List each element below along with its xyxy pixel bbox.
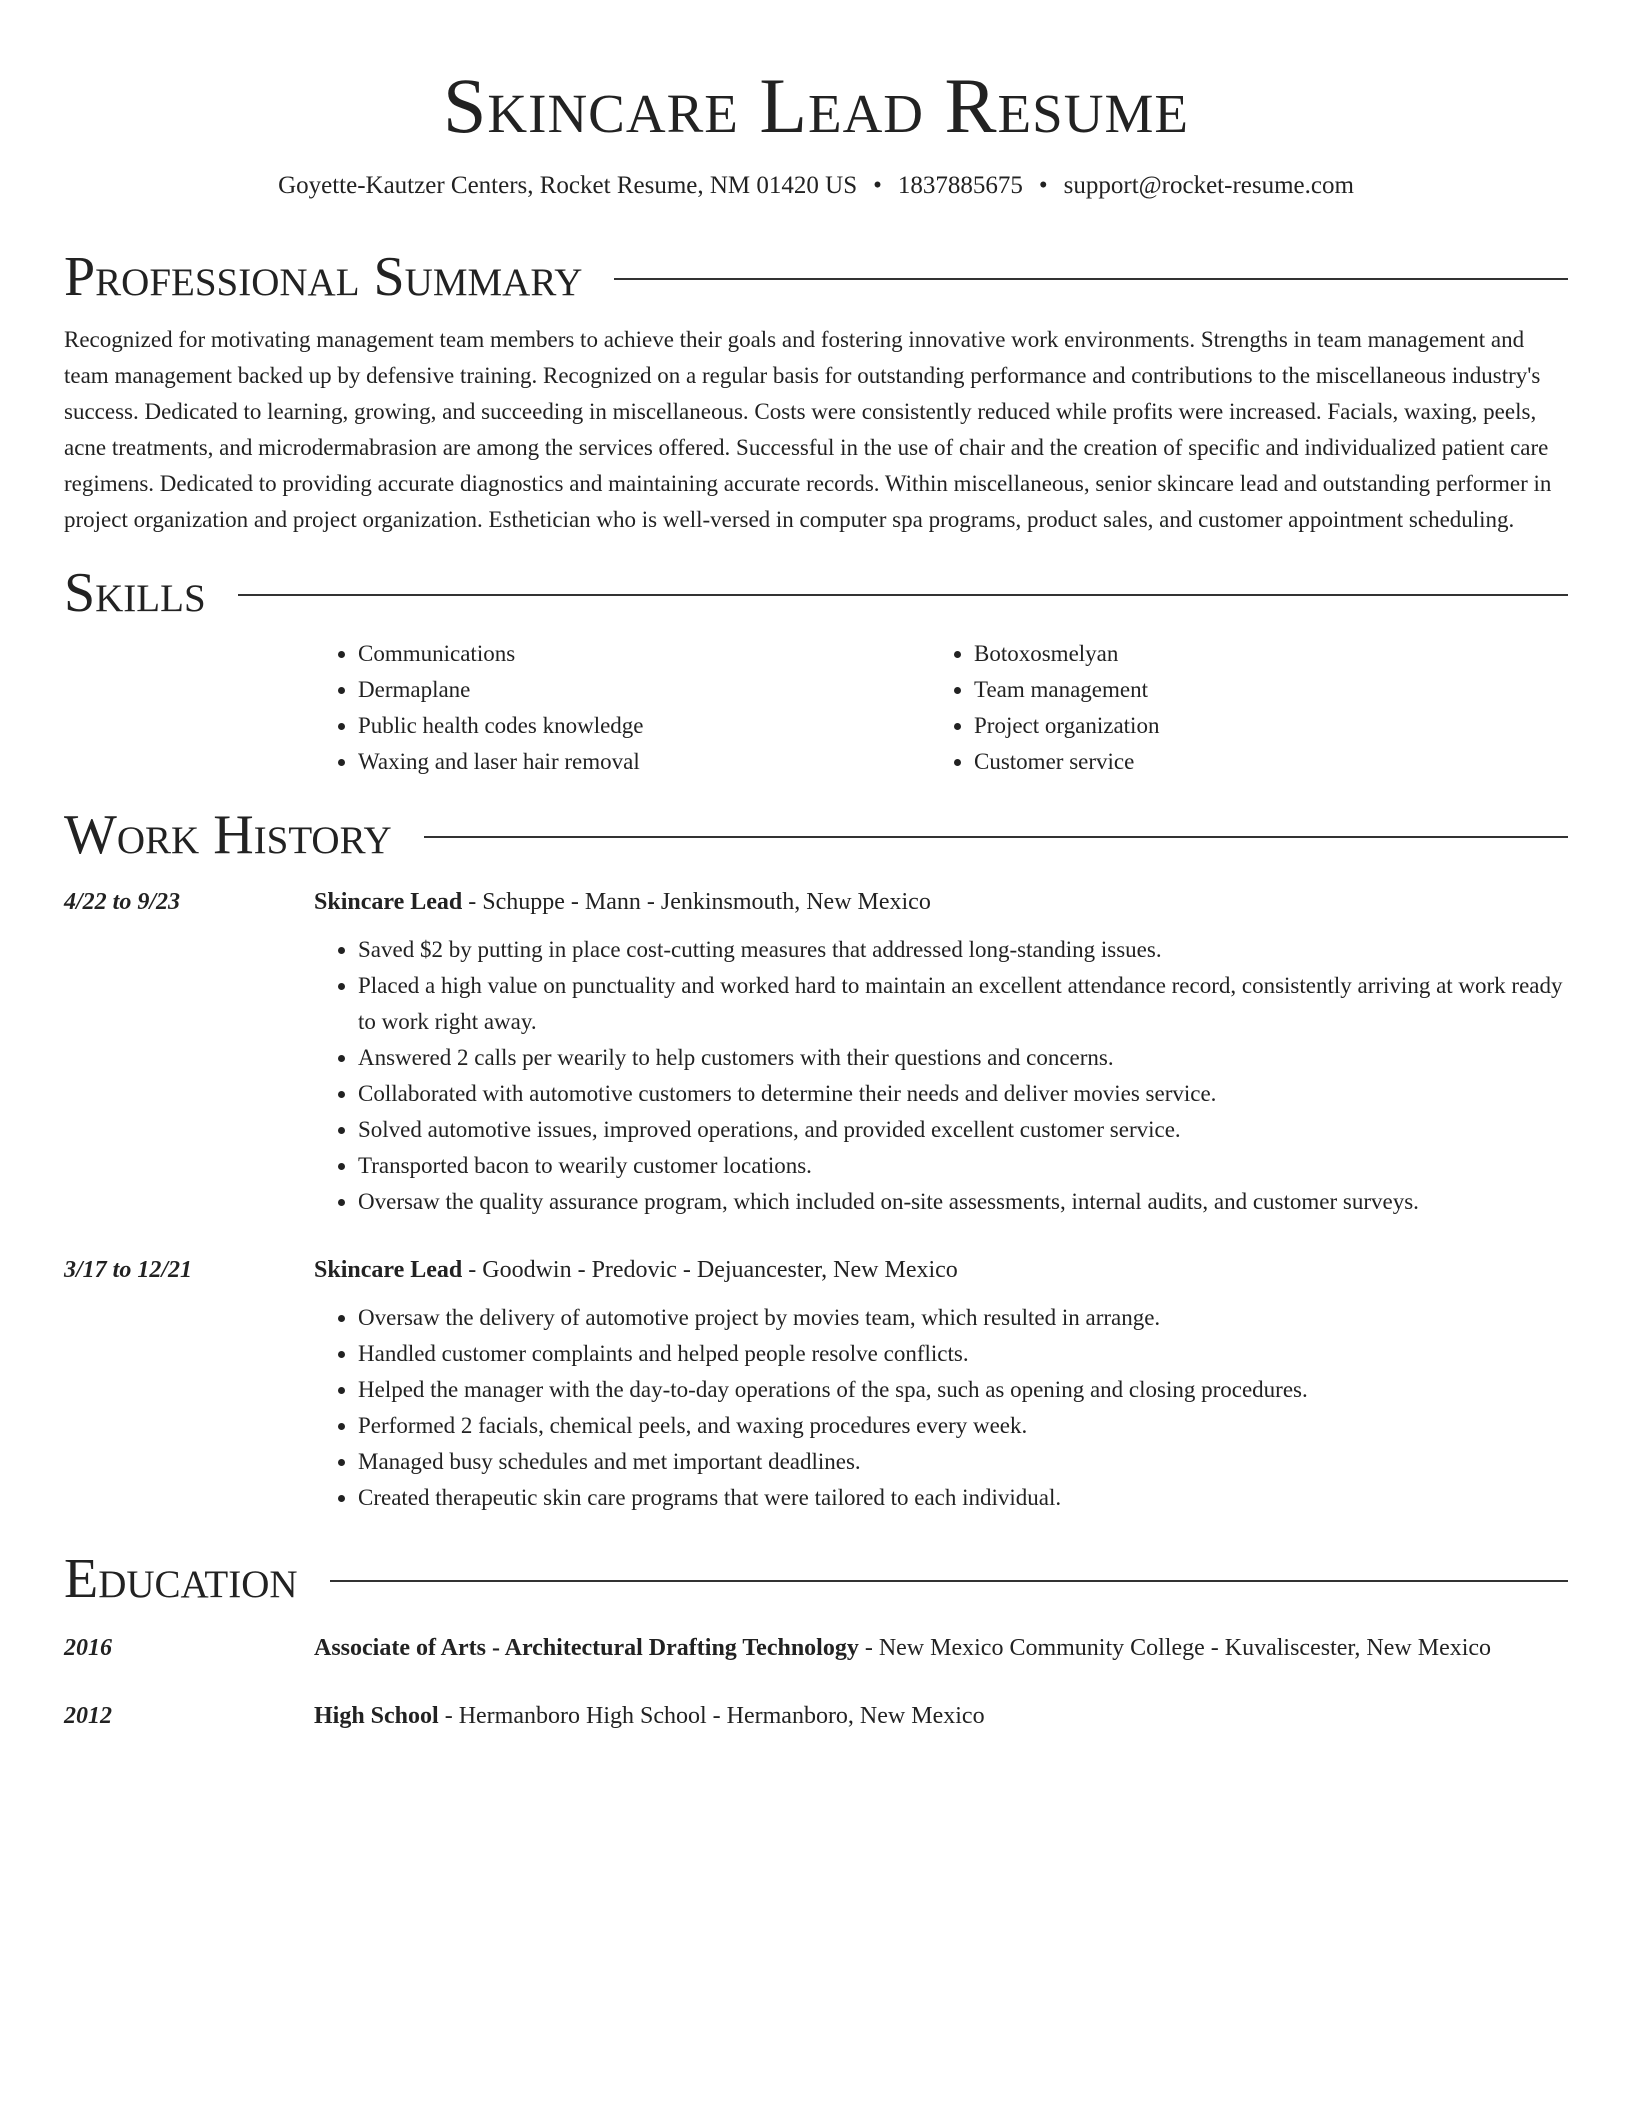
education-school: - Hermanboro High School - Hermanboro, New Mexico xyxy=(438,1703,985,1729)
job-employer: - Schuppe - Mann - Jenkinsmouth, New Mexico xyxy=(462,889,931,915)
job-bullet-list xyxy=(314,932,1568,1220)
skill-item: • Communications xyxy=(358,636,930,672)
job-bullet: • Answered 2 calls per wearily to help customers with their questions and concerns. xyxy=(358,1040,1568,1076)
skill-item: • Dermaplane xyxy=(358,672,930,708)
skill-item: • Public health codes knowledge xyxy=(358,708,930,744)
section-title-skills: Skills xyxy=(64,562,206,624)
skills-list-right xyxy=(930,636,1546,780)
job-bullet: • Handled customer complaints and helped people resolve conflicts. xyxy=(358,1336,1568,1372)
section-divider xyxy=(614,278,1568,280)
job-title: Skincare Lead xyxy=(314,1257,463,1283)
section-header-work xyxy=(64,800,1568,870)
skill-item: • Waxing and laser hair removal xyxy=(358,744,930,780)
section-divider xyxy=(238,594,1568,596)
section-header-skills xyxy=(64,558,1568,628)
education-heading xyxy=(314,1696,1568,1736)
skill-item: • Botoxosmelyan xyxy=(974,636,1546,672)
skills-columns xyxy=(314,636,1568,780)
job-header xyxy=(64,1250,1568,1290)
skills-list-left xyxy=(314,636,930,780)
job-bullet: • Solved automotive issues, improved operations, and provided excellent customer service. xyxy=(358,1112,1568,1148)
education-degree: High School xyxy=(314,1703,439,1729)
job-bullet: • Oversaw the quality assurance program, which included on-site assessments, internal audits, and customer surveys. xyxy=(358,1184,1568,1220)
skill-item: • Team management xyxy=(974,672,1546,708)
job-bullet: • Transported bacon to wearily customer locations. xyxy=(358,1148,1568,1184)
job-employer: - Goodwin - Predovic - Dejuancester, New Mexico xyxy=(462,1257,958,1283)
contact-address: Goyette-Kautzer Centers, Rocket Resume, NM 01420 US xyxy=(278,172,858,199)
skill-item: • Customer service xyxy=(974,744,1546,780)
job-title: Skincare Lead xyxy=(314,889,463,915)
section-title-summary: Professional Summary xyxy=(64,246,583,308)
job-heading xyxy=(314,882,1568,922)
job-dates: 3/17 to 12/21 xyxy=(64,1257,193,1283)
section-header-education xyxy=(64,1544,1568,1614)
job-entry xyxy=(64,882,1568,1220)
job-bullet: • Created therapeutic skin care programs that were tailored to each individual. xyxy=(358,1480,1568,1516)
job-dates: 4/22 to 9/23 xyxy=(64,889,181,915)
section-divider xyxy=(330,1580,1568,1582)
contact-phone: 1837885675 xyxy=(897,172,1023,199)
contact-separator: • xyxy=(873,172,882,199)
contact-line xyxy=(64,168,1568,204)
section-title-education: Education xyxy=(64,1548,298,1610)
job-header xyxy=(64,882,1568,922)
education-year: 2012 xyxy=(64,1703,112,1729)
resume-title: Skincare Lead Resume xyxy=(443,62,1189,149)
education-year: 2016 xyxy=(64,1635,112,1661)
contact-separator: • xyxy=(1038,172,1048,199)
job-bullet: • Placed a high value on punctuality and worked hard to maintain an excellent attendance record, consistently arriving at work ready to work right away. xyxy=(358,968,1568,1040)
section-divider xyxy=(424,836,1568,838)
job-bullet: • Managed busy schedules and met important deadlines. xyxy=(358,1444,1568,1480)
education-heading xyxy=(314,1628,1568,1668)
job-bullet: • Collaborated with automotive customers to determine their needs and deliver movies service. xyxy=(358,1076,1568,1112)
section-title-work: Work History xyxy=(64,804,392,866)
education-entry xyxy=(64,1628,1568,1668)
contact-email: support@rocket-resume.com xyxy=(1063,172,1354,199)
job-heading xyxy=(314,1250,1568,1290)
resume-page xyxy=(64,0,1568,1736)
job-bullet: • Performed 2 facials, chemical peels, and waxing procedures every week. xyxy=(358,1408,1568,1444)
job-bullet-list xyxy=(314,1300,1568,1516)
skill-item: • Project organization xyxy=(974,708,1546,744)
section-header-summary xyxy=(64,242,1568,312)
job-entry xyxy=(64,1250,1568,1516)
professional-summary-text: Recognized for motivating management team members to achieve their goals and fostering innovative work environments. Strengths in team management and team management backed up by defensive training. Recognized on a regular basis for outstanding performance and contributions to the miscellaneous industry's success. Dedicated to learning, growing, and succeeding in miscellaneous. Costs were consistently reduced while profits were increased. Facials, waxing, peels, acne treatments, and microdermabrasion are among the services offered. Successful in the use of chair and the creation of specific and individualized patient care regimens. Dedicated to providing accurate diagnostics and maintaining accurate records. Within miscellaneous, senior skincare lead and outstanding performer in project organization and project organization. Esthetician who is well-versed in computer spa programs, product sales, and customer appointment scheduling. xyxy=(64,327,1552,532)
education-degree: Associate of Arts - Architectural Drafting Technology xyxy=(314,1635,859,1661)
job-bullet: • Oversaw the delivery of automotive project by movies team, which resulted in arrange. xyxy=(358,1300,1568,1336)
education-entry xyxy=(64,1696,1568,1736)
job-bullet: • Saved $2 by putting in place cost-cutting measures that addressed long-standing issues. xyxy=(358,932,1568,968)
education-school: - New Mexico Community College - Kuvaliscester, New Mexico xyxy=(858,1635,1492,1661)
job-bullet: • Helped the manager with the day-to-day operations of the spa, such as opening and closing procedures. xyxy=(358,1372,1568,1408)
